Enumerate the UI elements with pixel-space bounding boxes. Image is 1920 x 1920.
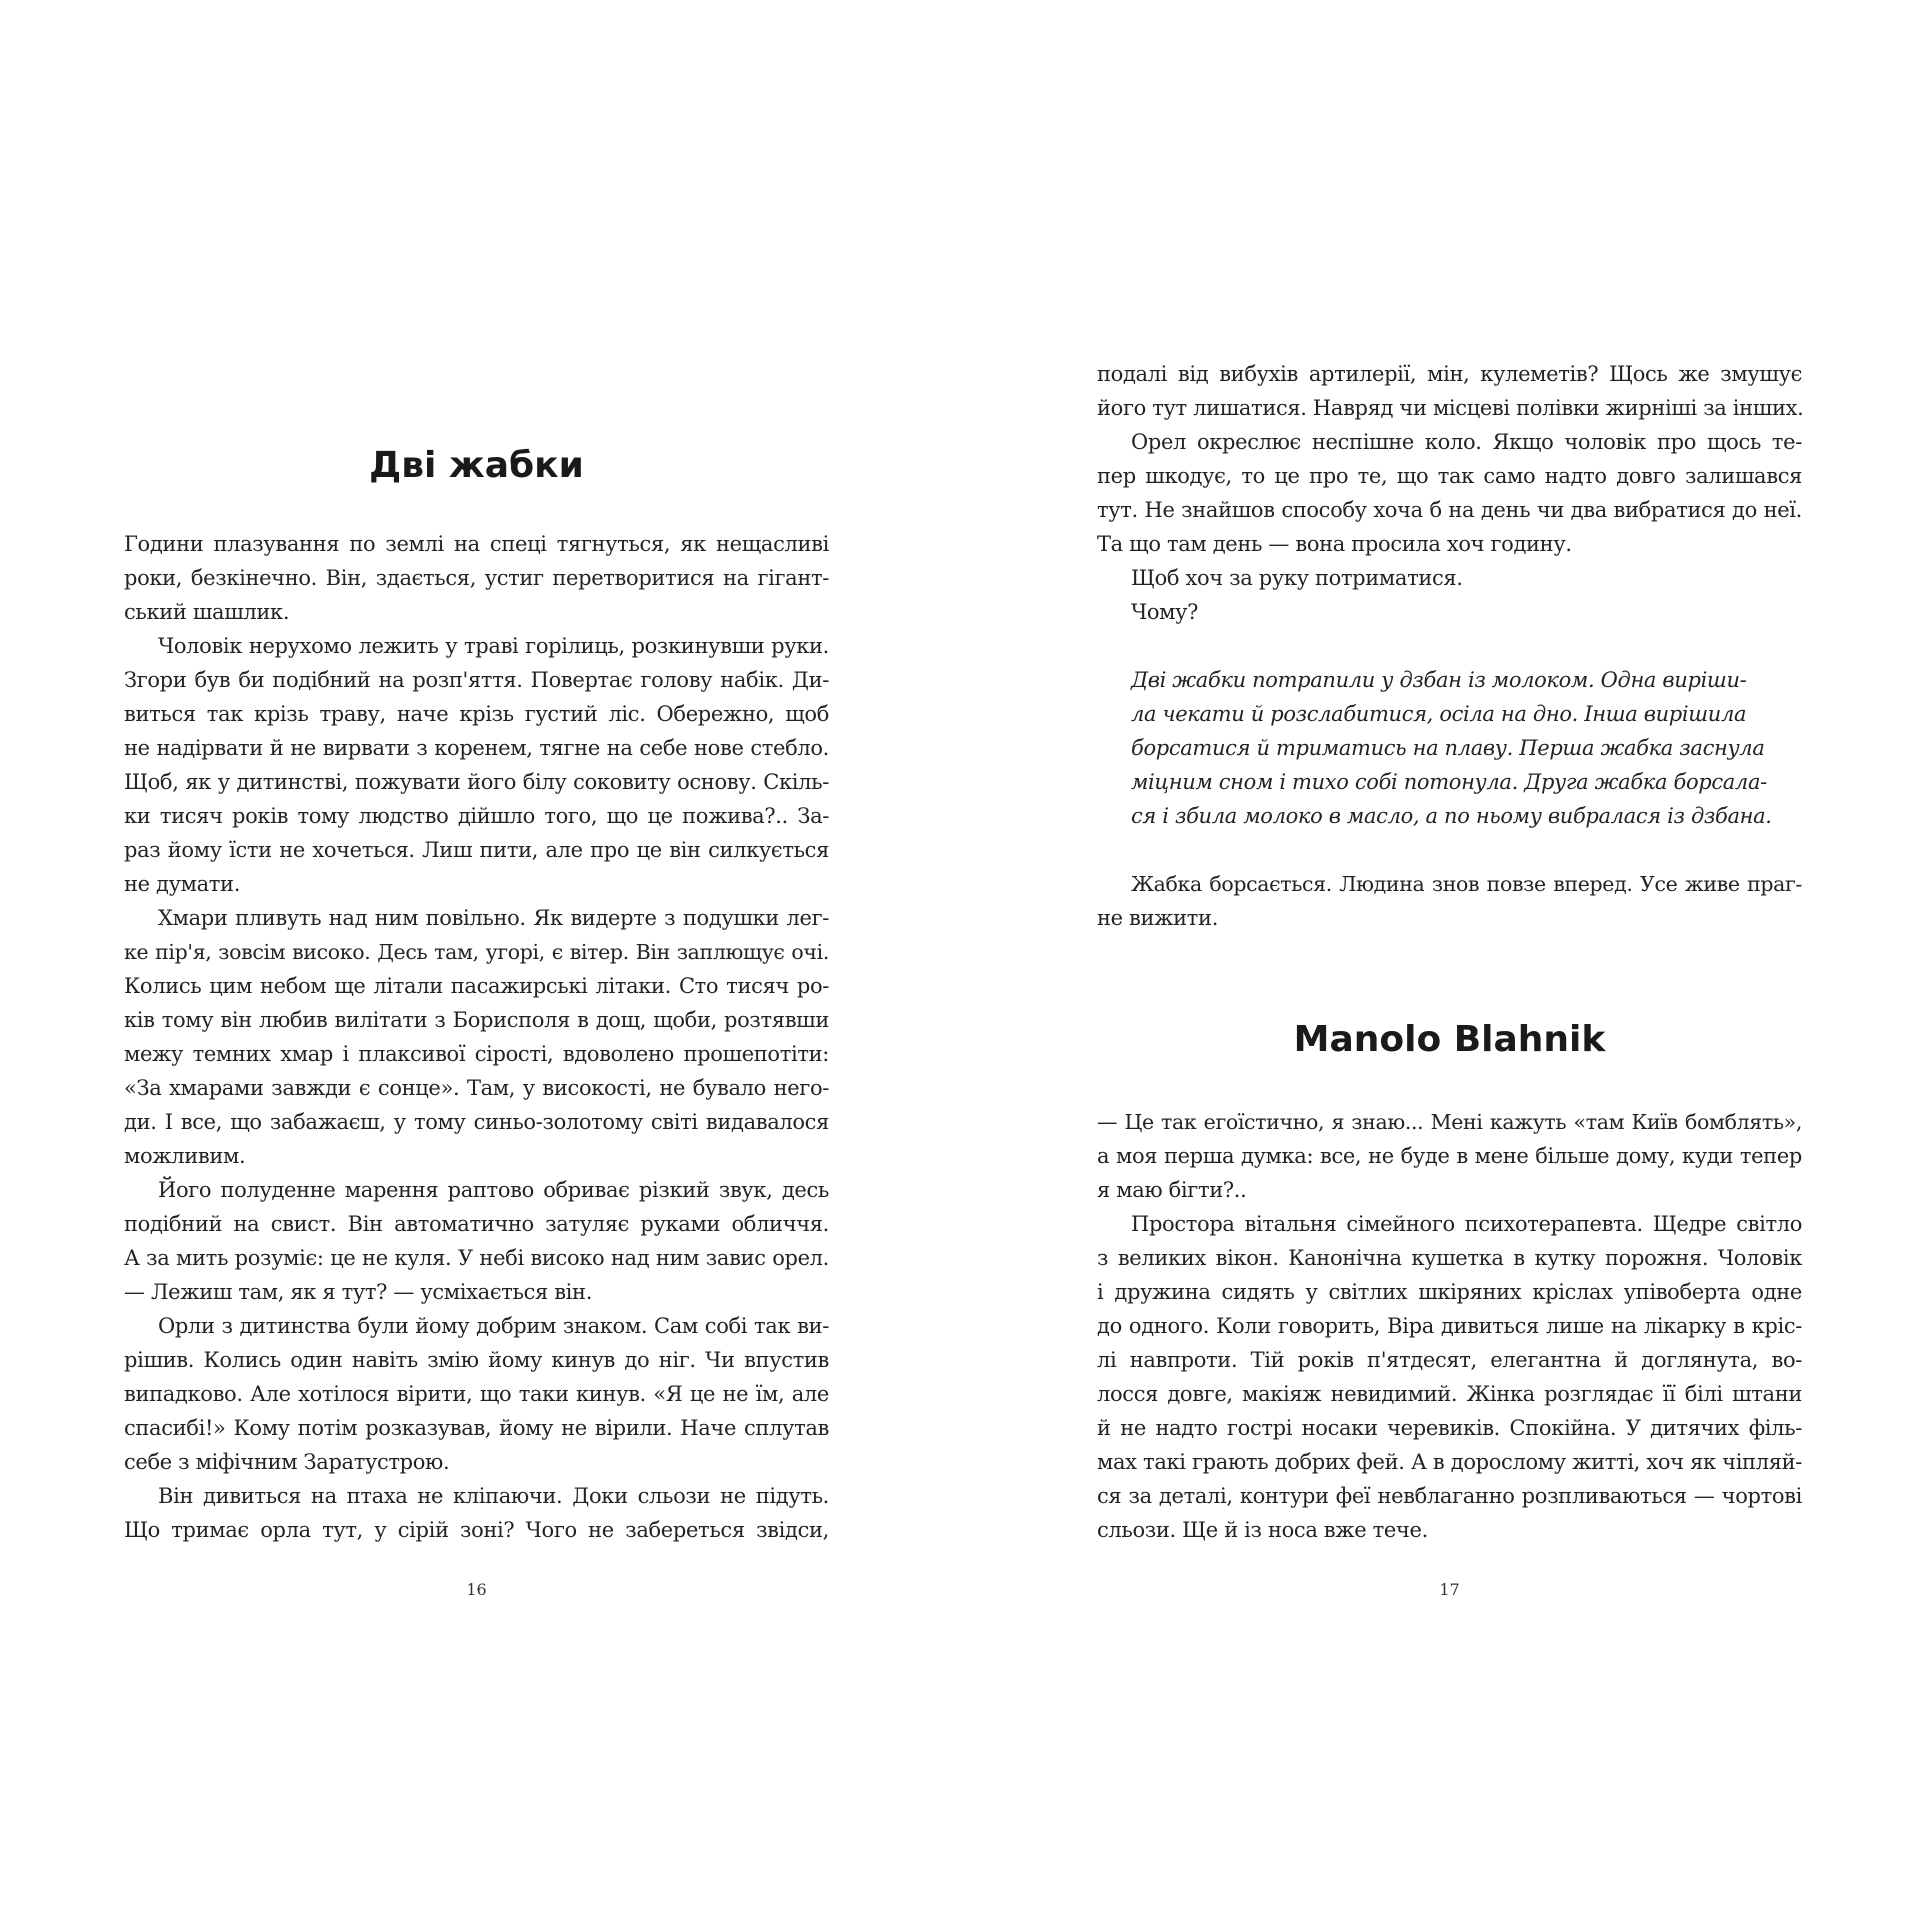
text-line: лі навпроти. Тій років п'ятдесят, елегантна й доглянута, во- (1097, 1348, 1802, 1372)
page-number: 16 (466, 1580, 487, 1599)
text-line: раз йому їсти не хочеться. Лиш пити, але про це він силкується (124, 838, 829, 862)
text-line: можливим. (124, 1144, 246, 1168)
text-line: з великих вікон. Канонічна кушетка в кутку порожня. Чоловік (1097, 1246, 1802, 1270)
quote-line: ла чекати й розслабитися, осіла на дно. Інша вирішила (1131, 702, 1747, 726)
text-line: межу темних хмар і плаксивої сірості, вдоволено прошепотіти: (124, 1042, 829, 1066)
quote-line: ся і збила молоко в масло, а по ньому вибралася із дзбана. (1131, 804, 1772, 828)
text-line: Простора вітальня сімейного психотерапевта. Щедре світло (1131, 1212, 1802, 1236)
text-line: ський шашлик. (124, 600, 290, 624)
text-line: Колись цим небом ще літали пасажирські літаки. Сто тисяч ро- (124, 974, 829, 998)
text-line: я маю бігти?.. (1097, 1178, 1247, 1202)
text-line: і дружина сидять у світлих шкіряних кріслах упівоберта одне (1097, 1280, 1802, 1304)
text-line: Хмари пливуть над ним повільно. Як видерте з подушки лег- (158, 906, 829, 930)
text-line: ки тисяч років тому людство дійшло того, що це пожива?.. За- (124, 804, 829, 828)
text-line: не думати. (124, 872, 241, 896)
text-line: рішив. Колись один навіть змію йому кинув до ніг. Чи впустив (124, 1348, 829, 1372)
text-line: Орел окреслює неспішне коло. Якщо чоловік про щось те- (1131, 430, 1802, 454)
left-page (124, 0, 829, 1920)
chapter-title: Manolo Blahnik (1293, 1019, 1606, 1060)
text-line: Години плазування по землі на спеці тягнуться, як нещасливі (124, 532, 829, 556)
quote-line: Дві жабки потрапили у дзбан із молоком. Одна виріши- (1131, 668, 1747, 692)
text-line: й не надто гострі носаки черевиків. Спокійна. У дитячих філь- (1097, 1416, 1802, 1440)
text-line: А за мить розуміє: це не куля. У небі високо над ним завис орел. (124, 1246, 829, 1270)
text-line: Щоб хоч за руку потриматися. (1131, 566, 1463, 590)
text-line: пер шкодує, то це про те, що так само надто довго залишався (1097, 464, 1802, 488)
text-line: Що тримає орла тут, у сірій зоні? Чого не забереться звідси, (124, 1518, 829, 1542)
text-line: ди. І все, що забажаєш, у тому синьо-золотому світі видавалося (124, 1110, 829, 1134)
text-line: Орли з дитинства були йому добрим знаком. Сам собі так ви- (158, 1314, 829, 1338)
text-line: сльози. Ще й із носа вже тече. (1097, 1518, 1428, 1542)
text-line: подібний на свист. Він автоматично затуляє руками обличчя. (124, 1212, 829, 1236)
text-line: «За хмарами завжди є сонце». Там, у високості, не бувало него- (124, 1076, 829, 1100)
text-line: подалі від вибухів артилерії, мін, кулеметів? Щось же змушує (1097, 362, 1802, 386)
text-line: Згори був би подібний на розп'яття. Повертає голову набік. Ди- (124, 668, 829, 692)
text-line: Він дивиться на птаха не кліпаючи. Доки сльози не підуть. (158, 1484, 829, 1508)
right-page (1097, 0, 1802, 1920)
text-line: виться так крізь траву, наче крізь густий ліс. Обережно, щоб (124, 702, 829, 726)
text-line: випадково. Але хотілося вірити, що таки кинув. «Я це не їм, але (124, 1382, 829, 1406)
text-line: Чоловік нерухомо лежить у траві горілиць, розкинувши руки. (158, 634, 829, 658)
page-number: 17 (1439, 1580, 1460, 1599)
text-line: — Лежиш там, як я тут? — усміхається він. (124, 1280, 593, 1304)
text-line: не надірвати й не вирвати з коренем, тягне на себе нове стебло. (124, 736, 829, 760)
text-line: ке пір'я, зовсім високо. Десь там, угорі, є вітер. Він заплющує очі. (124, 940, 829, 964)
quote-line: міцним сном і тихо собі потонула. Друга жабка борсала- (1131, 770, 1767, 794)
text-line: — Це так егоїстично, я знаю... Мені кажуть «там Київ бомблять», (1097, 1110, 1802, 1134)
text-line: лосся довге, макіяж невидимий. Жінка розглядає її білі штани (1097, 1382, 1802, 1406)
text-line: Жабка борсається. Людина знов повзе вперед. Усе живе праг- (1131, 872, 1802, 896)
text-line: Щоб, як у дитинстві, пожувати його білу соковиту основу. Скіль- (124, 770, 829, 794)
text-line: Та що там день — вона просила хоч годину. (1097, 532, 1572, 556)
text-line: себе з міфічним Заратустрою. (124, 1450, 450, 1474)
text-line: його тут лишатися. Навряд чи місцеві полівки жирніші за інших. (1097, 396, 1804, 420)
text-line: спасибі!» Кому потім розказував, йому не вірили. Наче сплутав (124, 1416, 829, 1440)
text-line: до одного. Коли говорить, Віра дивиться лише на лікарку в кріс- (1097, 1314, 1802, 1338)
quote-line: борсатися й триматись на плаву. Перша жабка заснула (1131, 736, 1765, 760)
text-line: Чому? (1131, 600, 1199, 624)
text-line: роки, безкінечно. Він, здається, устиг перетворитися на гігант- (124, 566, 829, 590)
text-line: тут. Не знайшов способу хоча б на день чи два вибратися до неї. (1097, 498, 1802, 522)
text-line: не вижити. (1097, 906, 1219, 930)
text-line: мах такі грають добрих фей. А в дорослому житті, хоч як чіпляй- (1097, 1450, 1802, 1474)
text-line: ків тому він любив вилітати з Борисполя в дощ, щоби, розтявши (124, 1008, 829, 1032)
text-line: ся за деталі, контури феї невблаганно розпливаються — чортові (1097, 1484, 1802, 1508)
text-line: Його полуденне марення раптово обриває різкий звук, десь (158, 1178, 829, 1202)
text-line: а моя перша думка: все, не буде в мене більше дому, куди тепер (1097, 1144, 1802, 1168)
chapter-title: Дві жабки (369, 445, 584, 486)
